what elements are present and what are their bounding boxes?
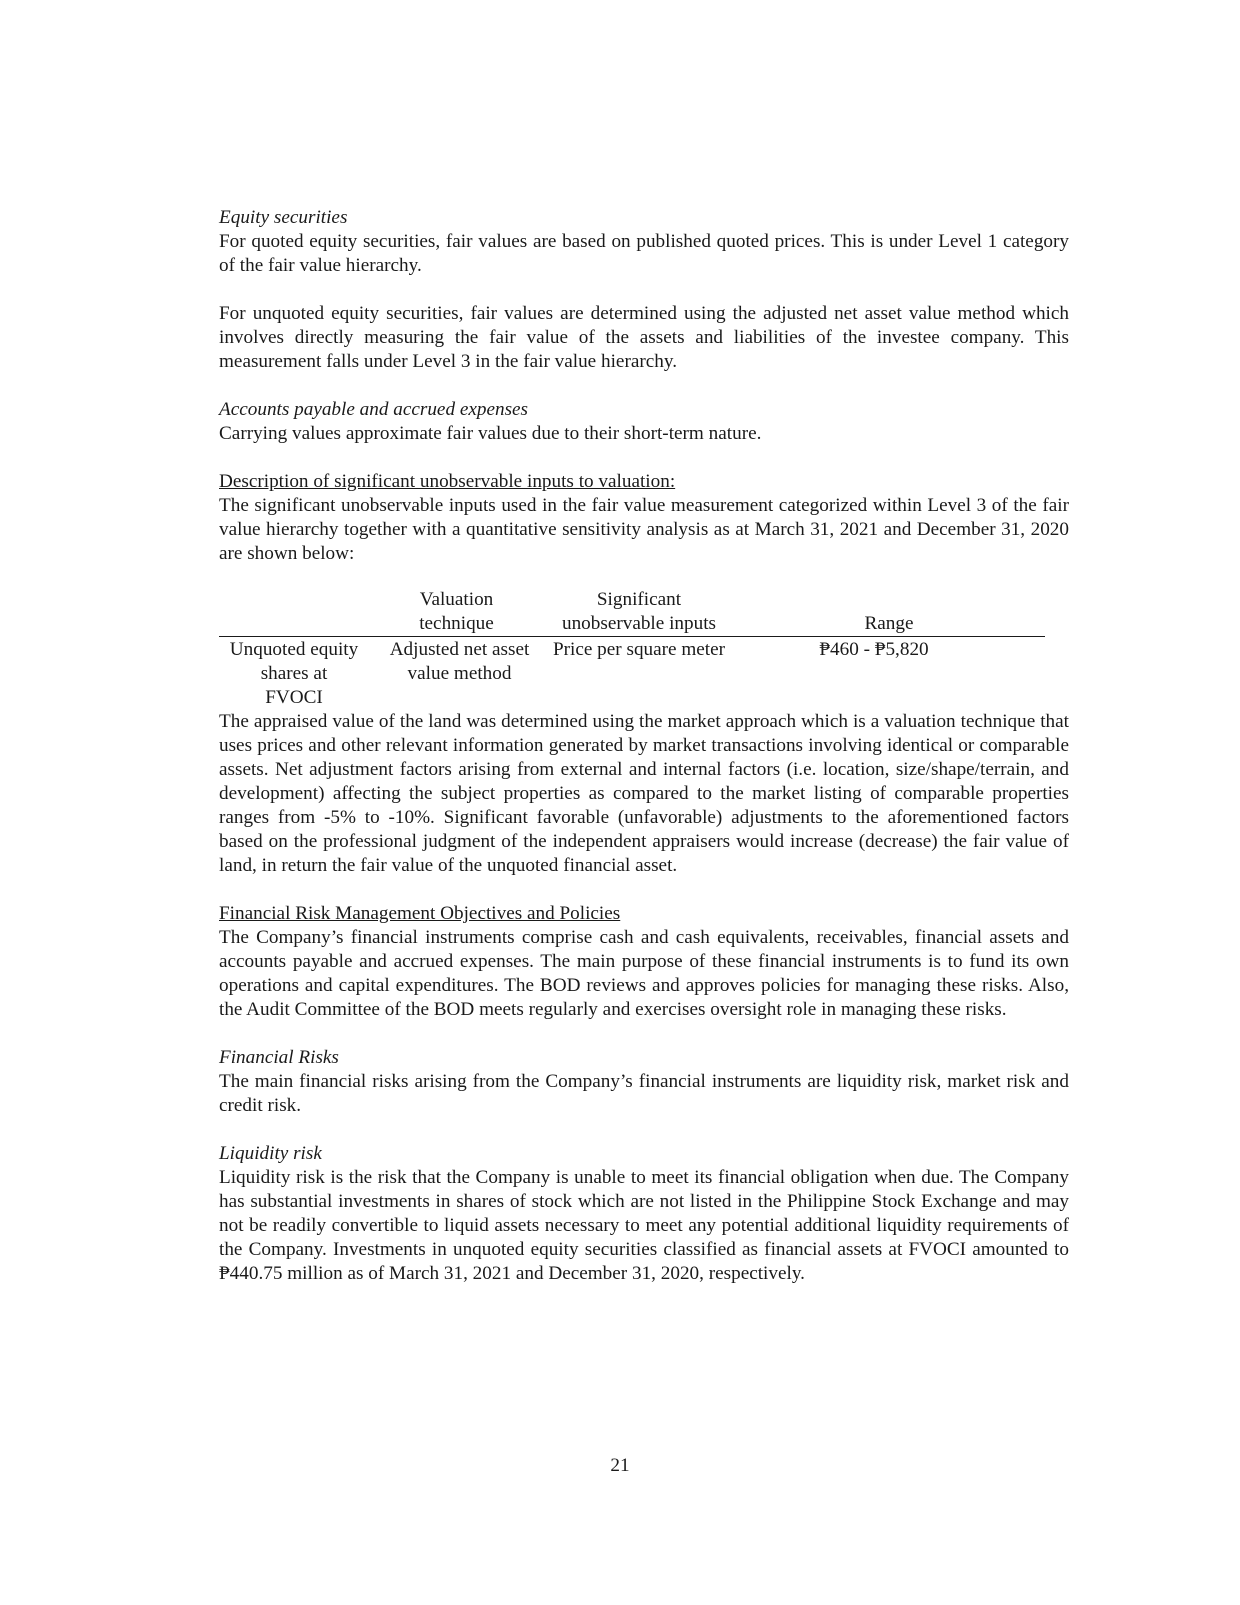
equity-unquoted-paragraph: For unquoted equity securities, fair values are determined using the adjusted net asset value method which involves directly measuring the fair value of the assets and liabilities of the investee company. This measurement falls under Level 3 in the fair value hierarchy. [219,303,1069,372]
accounts-payable-heading: Accounts payable and accrued expenses [219,399,529,420]
appraisal-paragraph: The appraised value of the land was determined using the market approach which is a valuation technique that uses prices and other relevant information generated by market transactions involving identical or comparable assets. Net adjustment factors arising from external and internal factors (i.e. location, size/shape/terrain, and development) affecting the subject properties as compared to the market listing of comparable properties ranges from -5% to -10%. Significant favorable (unfavorable) adjustments to the aforementioned factors based on the professional judgment of the independent appraisers would increase (decrease) the fair value of land, in return the fair value of the unquoted financial asset. [219,711,1069,876]
page-number: 21 [610,1455,630,1476]
unobservable-inputs-heading: Description of significant unobservable inputs to valuation: [219,471,676,492]
table-header-rule [219,636,1045,637]
table-row-label: Unquoted equity shares at FVOCI [229,639,359,708]
liquidity-risk-paragraph: Liquidity risk is the risk that the Company is unable to meet its financial obligation when due. The Company has substantial investments in shares of stock which are not listed in the Philippine Stock Exchange and may not be readily convertible to liquid assets necessary to meet any potential additional liquidity requirements of the Company. Investments in unquoted equity securities classified as financial assets at FVOCI amounted to ₱440.75 million as of March 31, 2021 and December 31, 2020, respectively. [219,1167,1069,1284]
table-row-input: Price per square meter [552,639,726,660]
valuation-inputs-table [219,588,1039,710]
accounts-payable-paragraph: Carrying values approximate fair values due to their short-term nature. [219,423,762,444]
header-valuation-technique: Valuation technique [419,589,494,634]
equity-securities-heading: Equity securities [219,207,348,228]
risk-management-paragraph: The Company’s financial instruments comprise cash and cash equivalents, receivables, financial assets and accounts payable and accrued expenses. The main purpose of these financial instruments is to fund its own operations and capital expenditures. The BOD reviews and approves policies for managing these risks. Also, the Audit Committee of the BOD meets regularly and exercises oversight role in managing these risks. [219,927,1069,1020]
financial-risks-heading: Financial Risks [219,1047,339,1068]
header-significant-inputs: Significant unobservable inputs [561,589,716,634]
financial-risks-paragraph: The main financial risks arising from the Company’s financial instruments are liquidity risk, market risk and credit risk. [219,1071,1069,1116]
risk-management-heading: Financial Risk Management Objectives and Policies [219,903,621,924]
document-body [219,206,1069,1286]
liquidity-risk-heading: Liquidity risk [219,1143,322,1164]
table-row-range: ₱460 - ₱5,820 [819,639,929,660]
equity-quoted-paragraph: For quoted equity securities, fair values are based on published quoted prices. This is under Level 1 category of the fair value hierarchy. [219,231,1069,276]
unobservable-inputs-paragraph: The significant unobservable inputs used in the fair value measurement categorized within Level 3 of the fair value hierarchy together with a quantitative sensitivity analysis as at March 31, 2021 and December 31, 2020 are shown below: [219,495,1069,564]
table-row-technique: Adjusted net asset value method [389,639,530,684]
header-range: Range [864,613,914,634]
